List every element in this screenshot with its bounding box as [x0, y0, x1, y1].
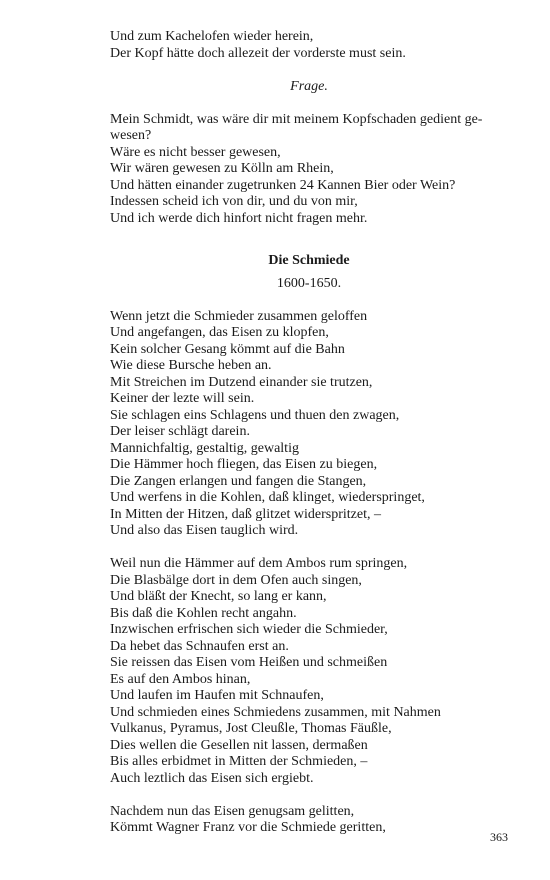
- verse-line: Vulkanus, Pyramus, Jost Cleußle, Thomas Fäußle,: [110, 721, 392, 736]
- verse-line: Inzwischen erfrischen sich wieder die Schmieder,: [110, 622, 388, 637]
- verse-line: Sie reissen das Eisen vom Heißen und schmeißen: [110, 655, 388, 670]
- text-line: Der Kopf hätte doch allezeit der vorderste must sein.: [110, 45, 406, 61]
- verse-line: Der leiser schlägt darein.: [110, 424, 250, 439]
- verse-line: Die Hämmer hoch fliegen, das Eisen zu biegen,: [110, 457, 378, 472]
- frage-block: [110, 112, 508, 228]
- stanza-2: [110, 556, 508, 787]
- verse-line: Die Blasbälge dort in dem Ofen auch singen,: [110, 572, 362, 588]
- text-line: Mein Schmidt, was wäre dir mit meinem Kopfschaden gedient ge-: [110, 111, 483, 127]
- verse-line: Auch leztlich das Eisen sich ergiebt.: [110, 770, 314, 786]
- text-line: Wir wären gewesen zu Kölln am Rhein,: [110, 161, 334, 176]
- spacer: [110, 292, 508, 309]
- verse-line: Und angefangen, das Eisen zu klopfen,: [110, 325, 329, 340]
- poem-date: 1600-1650.: [276, 275, 342, 291]
- verse-line: Bis daß die Kohlen recht angahn.: [110, 605, 297, 621]
- verse-line: In Mitten der Hitzen, daß glitzet widerspritzet, –: [110, 506, 381, 522]
- verse-line: Bis alles erbidmet in Mitten der Schmieden, –: [110, 754, 368, 769]
- verse-line: Keiner der lezte will sein.: [110, 391, 255, 406]
- verse-line: Da hebet das Schnaufen erst an.: [110, 638, 289, 654]
- stanza-3: [110, 804, 508, 837]
- verse-line: Und werfens in die Kohlen, daß klinget, wiederspringet,: [110, 490, 425, 505]
- spacer: [110, 787, 508, 804]
- spacer: [110, 62, 508, 79]
- stanza-1: [110, 309, 508, 540]
- page-number: 363: [490, 830, 508, 844]
- frage-heading: Frage.: [290, 78, 328, 94]
- text-line: Und ich werde dich hinfort nicht fragen mehr.: [110, 210, 368, 226]
- spacer: [110, 540, 508, 557]
- verse-line: Kein solcher Gesang kömmt auf die Bahn: [110, 341, 345, 357]
- verse-line: Die Zangen erlangen und fangen die Stangen,: [110, 473, 367, 489]
- text-line: Und zum Kachelofen wieder herein,: [110, 29, 314, 44]
- verse-line: Wenn jetzt die Schmieder zusammen geloffen: [110, 308, 368, 324]
- spacer: [110, 95, 508, 112]
- page-body: [110, 29, 508, 837]
- text-line: Und hätten einander zugetrunken 24 Kannen Bier oder Wein?: [110, 177, 456, 193]
- poem-title: Die Schmiede: [268, 253, 350, 268]
- verse-line: Mit Streichen im Dutzend einander sie trutzen,: [110, 374, 373, 390]
- verse-line: Und laufen im Haufen mit Schnaufen,: [110, 688, 324, 703]
- verse-line: Weil nun die Hämmer auf dem Ambos rum springen,: [110, 556, 408, 571]
- verse-line: Sie schlagen eins Schlagens und thuen den zwagen,: [110, 407, 400, 423]
- verse-line: Es auf den Ambos hinan,: [110, 671, 251, 687]
- verse-line: Und also das Eisen tauglich wird.: [110, 523, 299, 538]
- verse-line: Wie diese Bursche heben an.: [110, 358, 272, 373]
- text-line: Wäre es nicht besser gewesen,: [110, 144, 281, 160]
- verse-line: Mannichfaltig, gestaltig, gewaltig: [110, 440, 299, 456]
- verse-line: Kömmt Wagner Franz vor die Schmiede geritten,: [110, 820, 386, 835]
- text-line: wesen?: [110, 128, 152, 143]
- text-line: Indessen scheid ich von dir, und du von mir,: [110, 194, 358, 209]
- intro-block: [110, 29, 508, 62]
- spacer: [110, 227, 508, 253]
- verse-line: Dies wellen die Gesellen nit lassen, dermaßen: [110, 737, 368, 753]
- verse-line: Und schmieden eines Schmiedens zusammen, mit Nahmen: [110, 704, 441, 720]
- verse-line: Nachdem nun das Eisen genugsam gelitten,: [110, 803, 355, 819]
- verse-line: Und bläßt der Knecht, so lang er kann,: [110, 589, 327, 604]
